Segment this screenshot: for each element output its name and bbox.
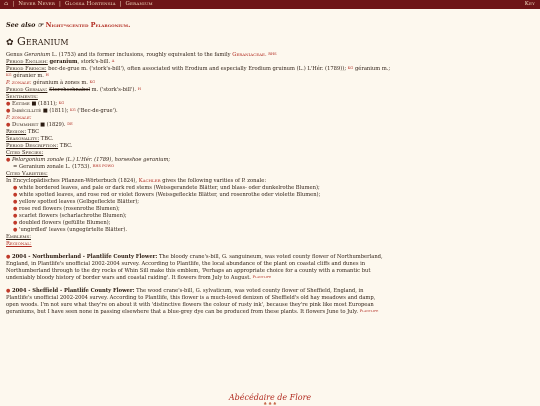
cited-varieties-intro <box>6 178 386 185</box>
period-french-text-2: géranium m.; <box>354 66 391 72</box>
variety-item <box>6 192 386 199</box>
period-english-rest: , stork's-bill. <box>77 59 111 65</box>
variety-text: scarlet flowers (scharlachrothe Blumen); <box>19 213 127 219</box>
sentiment-item <box>6 115 386 122</box>
seasonality-line <box>6 136 386 143</box>
bullet-icon: ● <box>13 192 18 198</box>
breadcrumb-separator: | <box>12 1 15 7</box>
cited-varieties-label: Cited Varieties: <box>6 171 48 177</box>
sentiment-item <box>6 108 386 115</box>
entry-content <box>6 21 391 316</box>
bullet-icon: ● <box>6 101 11 107</box>
reference-link[interactable]: KG <box>70 108 76 112</box>
breadcrumb-glossa-hortensia[interactable]: Glossa Hortensia <box>64 1 116 7</box>
reference-link[interactable]: RHS POWO <box>92 164 115 168</box>
breadcrumb-separator: | <box>119 1 122 7</box>
bullet-icon: ● <box>6 288 11 294</box>
sentiments-label: Sentiments: <box>6 94 38 100</box>
see-also-link[interactable]: Night-scented Pelargonium. <box>45 21 131 29</box>
breadcrumb-geranium[interactable]: Geranium <box>125 1 153 7</box>
period-description-label: Period Description: <box>6 143 59 149</box>
breadcrumb <box>4 0 153 9</box>
p-zonale-french-line <box>6 80 386 87</box>
bullet-icon: ● <box>6 157 11 163</box>
sentiment-name: Imbécillité <box>12 108 42 114</box>
reference-link[interactable]: Plantlife <box>359 309 379 313</box>
sentiment-extra: ('Bec-de-grue'). <box>77 108 118 114</box>
cited-species-text: Pelargonium zonale (L.) L'Hér. (1789), horseshoe geranium; <box>12 157 171 163</box>
pointing-hand-icon: ☞ <box>37 21 44 29</box>
cited-species-synonym-text: = Geranium zonale L. (1753). <box>13 164 91 170</box>
sentiment-name: Dummheit <box>12 122 39 128</box>
variety-text: rose red flowers (rosenrothe Blumen); <box>19 206 120 212</box>
sentiment-text: ■ (1811); <box>31 101 58 107</box>
variety-item <box>6 206 386 213</box>
seasonality-value: TBC. <box>40 136 54 142</box>
see-also-label: See also <box>6 21 36 29</box>
genus-line <box>6 52 386 59</box>
reference-link[interactable]: Plantlife <box>252 275 272 279</box>
bullet-icon: ● <box>6 254 11 260</box>
see-also <box>6 21 386 30</box>
region-label: Region: <box>6 129 27 135</box>
period-english-label: Period English: <box>6 59 48 65</box>
bullet-icon: ● <box>13 227 18 233</box>
seasonality-label: Seasonality: <box>6 136 40 142</box>
reference-link[interactable]: H <box>45 73 49 77</box>
region-line <box>6 129 386 136</box>
regional-entry-title: 2004 - Northumberland - Plantlife County Flower: <box>12 254 158 260</box>
variety-item <box>6 220 386 227</box>
period-german-label: Period German: <box>6 87 48 93</box>
sentiment-name: P. zonale: <box>6 115 32 121</box>
breadcrumb-never-never[interactable]: Never Never <box>18 1 56 7</box>
regional-label: Regional: <box>6 241 32 247</box>
period-french-label: Period French: <box>6 66 47 72</box>
period-english-line <box>6 59 386 66</box>
reference-link[interactable]: A <box>111 59 115 63</box>
reference-link[interactable]: KG <box>347 66 354 70</box>
reference-link[interactable]: KG <box>6 73 12 77</box>
period-english-term: geranium <box>49 59 78 65</box>
regional-entry-text: The wood crane's-bill, G. sylvaticum, was voted county flower of Sheffield, England, in Plantlife's unofficial 2002-2004 survey. According to Plantlife, this flower is a much-loved denizen of Sheffield's old hay meadows and damp, open woods. I'm not sure what they're on about it with 'distinctive flowers the colour of rusty ink', because they're pink like most European geraniums, but I have seen none in passing elsewhere that a blue-grey dye can be produced from these plants. It flowers June to July. <box>6 288 376 315</box>
variety-item <box>6 213 386 220</box>
period-french-line-2 <box>6 73 386 80</box>
variety-item <box>6 185 386 192</box>
variety-text: doubled flowers (gefüllte Blumen); <box>19 220 111 226</box>
bullet-icon: ● <box>6 108 11 114</box>
variety-text: white spotted leaves, and rose red or violet flowers (Weissgefleckte Blätter, und rosenrothe oder violette Blumen); <box>19 192 321 198</box>
regional-entry <box>6 288 386 316</box>
bullet-icon: ● <box>13 185 18 191</box>
regional-entry-text: The bloody crane's-bill, G. sanguineum, was voted county flower of Northumberland, England, in Plantlife's unofficial 2002-2004 survey. According to Plantlife, the local abundance of the plant on coastal cliffs and dunes in Northumberland through to the dry rocks of Whin Sill make this emblem, 'Perhaps an appropriate choice for a county with a romantic but undeniably bloody history of border wars and coastal raiding'. It flowers from July to August. <box>6 254 383 281</box>
period-french-text: bec-de-grue m. ('stork's-bill'), often associated with Erodium and especially Erodium gruinum (L.) L'Hér. (1789)); <box>48 66 347 72</box>
key-link[interactable]: Key <box>524 1 535 7</box>
genus-text: L. (1753) and its former inclusions, roughly equivalent to the family <box>51 52 231 58</box>
sentiment-item <box>6 101 386 108</box>
genus-name: Geranium <box>24 52 51 58</box>
footer <box>0 393 540 406</box>
bullet-icon: ● <box>13 206 18 212</box>
regional-entry-title: 2004 - Sheffield - Plantlife County Flower: <box>12 288 135 294</box>
period-french-text-3: géranier m. <box>13 73 44 79</box>
variety-text: white bordered leaves, and pale or dark red stems (Weissgerandete Blätter, und blass- oder dunkelrothe Blumen); <box>19 185 320 191</box>
bullet-icon: ● <box>6 122 11 128</box>
sentiment-name: Estime <box>12 101 30 107</box>
period-german-line <box>6 87 386 94</box>
regional-entry <box>6 254 386 282</box>
family-link[interactable]: Geraniaceae. <box>232 52 267 58</box>
page-title-text: Geranium <box>17 35 69 48</box>
period-german-text: m. ('stork's-bill'). <box>91 87 137 93</box>
reference-link[interactable]: KG <box>58 101 65 105</box>
cited-species-item <box>6 157 386 164</box>
variety-text: 'ungirdled' leaves (ungegürtelte Blätter). <box>19 227 127 233</box>
emblems-label: Emblems: <box>6 234 31 240</box>
p-zonale-label: P. zonale: <box>6 80 32 86</box>
flower-icon: ✿ <box>6 38 14 48</box>
footer-title[interactable]: Abécédaire de Flore <box>228 393 312 402</box>
kachler-link[interactable]: Kachler <box>138 178 161 184</box>
reference-link[interactable]: RHS <box>268 52 277 56</box>
cited-varieties-intro-a: In Encyclopädisches Pflanzen-Wörterbuch (1824), <box>6 178 138 184</box>
reference-link[interactable]: DE <box>67 122 73 126</box>
period-german-struck: Storchschnabel <box>49 87 90 93</box>
variety-item <box>6 199 386 206</box>
region-value: TBC <box>27 129 40 135</box>
top-nav-bar <box>0 0 540 9</box>
cited-species-label: Cited Species: <box>6 150 44 156</box>
page-title <box>6 35 386 50</box>
cited-varieties-intro-b: gives the following varities of P. zonale: <box>162 178 267 184</box>
sentiment-item <box>6 122 386 129</box>
p-zonale-text: géranium à zones m. <box>33 80 88 86</box>
footer-ornament: ♣ ♣ ♣ <box>263 401 277 406</box>
reference-link[interactable]: KG <box>89 80 96 84</box>
sentiment-text: ■ (1811); <box>42 108 69 114</box>
genus-label: Genus <box>6 52 23 58</box>
bullet-icon: ● <box>13 199 18 205</box>
bullet-icon: ● <box>13 220 18 226</box>
bullet-icon: ● <box>13 213 18 219</box>
variety-text: yellow spotted leaves (Gelbgefleckte Blätter); <box>19 199 140 205</box>
breadcrumb-separator: | <box>59 1 62 7</box>
period-french-line <box>6 66 391 73</box>
cited-species-synonym <box>6 164 386 171</box>
house-icon[interactable]: ⌂ <box>4 1 9 7</box>
reference-link[interactable]: H <box>137 87 141 91</box>
sentiment-text: ■ (1829). <box>40 122 66 128</box>
variety-item <box>6 227 386 234</box>
period-description-line <box>6 143 386 150</box>
period-description-value: TBC. <box>59 143 73 149</box>
